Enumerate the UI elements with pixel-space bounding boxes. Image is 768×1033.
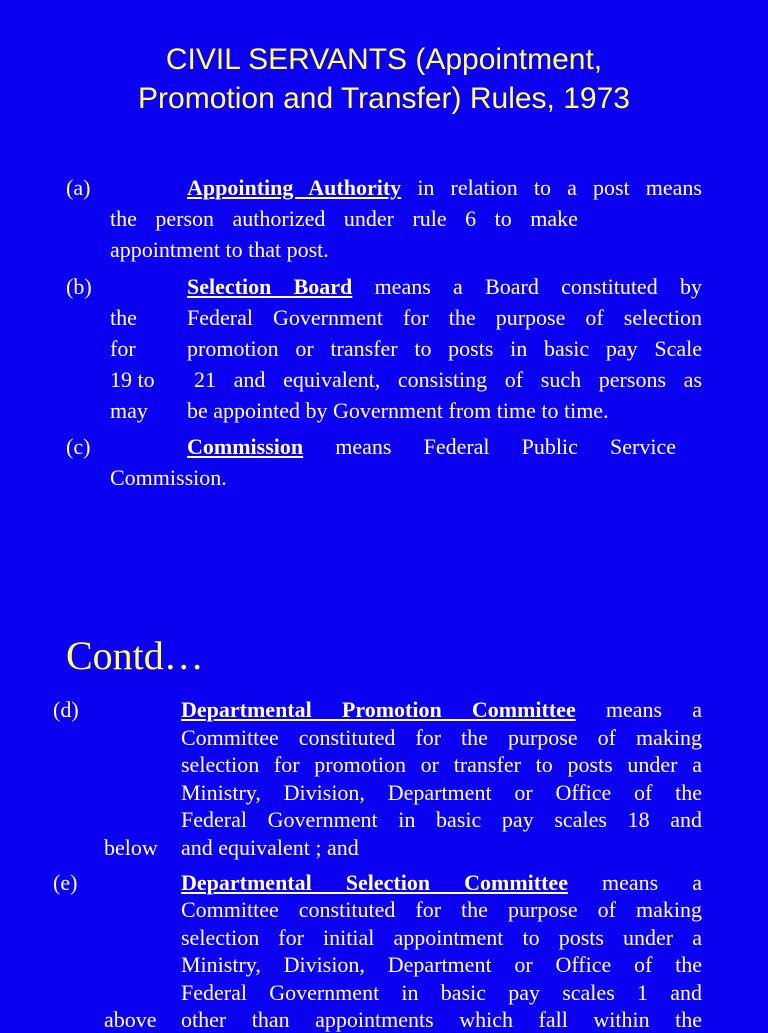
item-a-line-3: appointment to that post.	[110, 237, 329, 262]
term-selection-board: Selection Board	[187, 274, 353, 299]
continued-heading: Contd…	[66, 633, 204, 678]
item-d-body-3: Ministry, Division, Department or Office of the	[181, 780, 702, 805]
item-c-marker: (c)	[66, 434, 91, 459]
item-e-marker: (e)	[53, 870, 78, 895]
item-e-tail: other than appointments which fall within the	[181, 1007, 702, 1032]
item-e-body-1: Committee constituted for the purpose of making	[181, 897, 702, 922]
item-a-line-2: the person authorized under rule 6 to make	[110, 206, 578, 231]
item-d-tail: and equivalent ; and	[181, 835, 359, 860]
item-b-body-1: Federal Government for the purpose of selection	[187, 305, 702, 330]
term-departmental-promotion-committee: Departmental Promotion Committee	[181, 697, 576, 722]
item-d-body-2: selection for promotion or transfer to posts under a	[181, 752, 702, 777]
title-line-1: CIVIL SERVANTS (Appointment,	[165, 43, 603, 76]
item-d-body-1: Committee constituted for the purpose of making	[181, 725, 702, 750]
item-b-col-2: for	[110, 336, 136, 361]
item-e-body-3: Ministry, Division, Department or Office of the	[181, 952, 702, 977]
item-c-line-1	[187, 434, 676, 460]
title-line-2: Promotion and Transfer) Rules, 1973	[138, 82, 630, 115]
item-e-text-1: means a	[567, 870, 702, 895]
term-commission: Commission	[187, 434, 304, 459]
page-title	[0, 40, 768, 118]
item-d-body-4: Federal Government in basic pay scales 18 and	[181, 807, 702, 832]
item-b-text-1: means a Board constituted by	[352, 274, 702, 299]
item-c-text-1: means Federal Public Service	[303, 434, 676, 459]
item-b-marker: (b)	[66, 274, 92, 299]
item-d-text-1: means a	[575, 697, 702, 722]
item-a-marker: (a)	[66, 175, 91, 200]
item-d-tail-col: below	[104, 835, 158, 860]
item-c-line-2: Commission.	[110, 465, 227, 490]
item-e-body-4: Federal Government in basic pay scales 1 and	[181, 980, 702, 1005]
term-departmental-selection-committee: Departmental Selection Committee	[181, 870, 568, 895]
item-e-body-2: selection for initial appointment to posts under a	[181, 925, 702, 950]
item-e-tail-col: above	[104, 1007, 157, 1032]
item-b-col-3: 19 to	[110, 367, 155, 392]
item-b-col-1: the	[110, 305, 137, 330]
item-b-body-3: 21 and equivalent, consisting of such persons as	[194, 367, 702, 392]
item-e-line-1	[181, 870, 702, 896]
item-b-col-4: may	[110, 398, 148, 423]
item-d-line-1	[181, 697, 702, 723]
item-a-line-1	[187, 175, 702, 201]
item-d-marker: (d)	[53, 697, 79, 722]
item-b-body-4: be appointed by Government from time to time.	[187, 398, 609, 423]
term-appointing-authority: Appointing Authority	[187, 175, 402, 200]
item-a-text-1: in relation to a post means	[401, 175, 702, 200]
item-b-line-1	[187, 274, 702, 300]
item-b-body-2: promotion or transfer to posts in basic pay Scale	[187, 336, 702, 361]
